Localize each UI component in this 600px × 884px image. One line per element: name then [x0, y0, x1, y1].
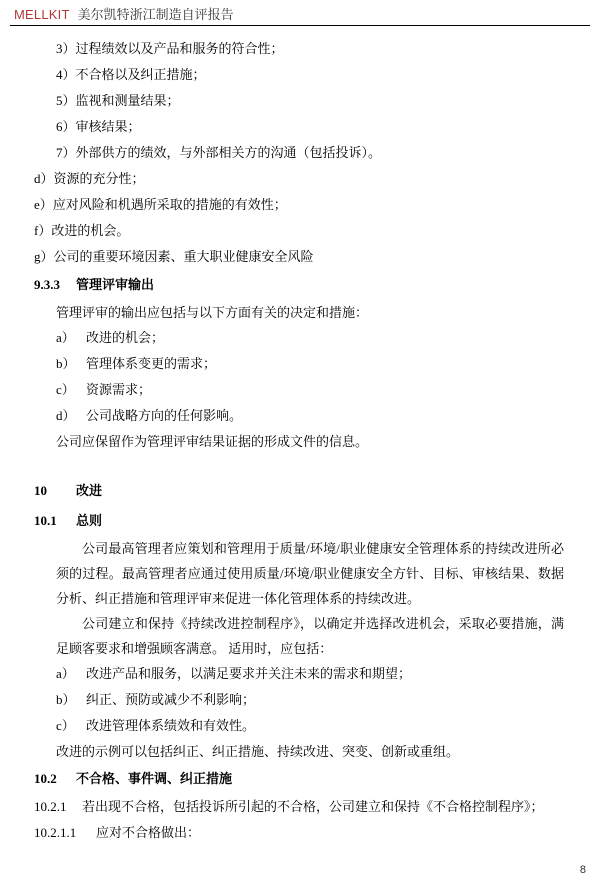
list-item: d）资源的充分性；	[34, 171, 145, 186]
list-item-label: 10.2.1	[34, 799, 67, 814]
list-item: e）应对风险和机遇所采取的措施的有效性；	[34, 197, 287, 212]
list-item	[34, 351, 566, 377]
section-heading-9-3-3	[34, 270, 566, 300]
list-item: g）公司的重要环境因素、重大职业健康安全风险	[34, 249, 314, 264]
section-number: 9.3.3	[34, 277, 60, 292]
page-header	[0, 0, 600, 26]
section-heading-10-1	[34, 506, 566, 536]
list-item	[34, 794, 566, 820]
section-closing: 改进的示例可以包括纠正、纠正措施、持续改进、突变、创新或重组。	[56, 744, 460, 759]
list-item	[34, 713, 566, 739]
list-item	[34, 325, 566, 351]
brand-logo: MELLKIT	[14, 7, 70, 22]
list-item	[34, 403, 566, 429]
list-item	[34, 820, 566, 846]
section-title: 不合格、事件调、纠正措施	[76, 771, 233, 786]
list-item-text: 应对不合格做出：	[96, 825, 201, 840]
list-item: 4）不合格以及纠正措施；	[56, 67, 206, 82]
list-item-text: 管理体系变更的需求；	[86, 356, 217, 371]
section-heading-10-2	[34, 764, 566, 794]
list-item-label: d）	[56, 408, 76, 423]
section-intro: 管理评审的输出应包括与以下方面有关的决定和措施：	[56, 305, 369, 320]
list-item: 6）审核结果；	[56, 119, 141, 134]
list-item	[34, 687, 566, 713]
list-item-text: 改进管理体系绩效和有效性。	[86, 718, 256, 733]
section-closing: 公司应保留作为管理评审结果证据的形成文件的信息。	[56, 434, 369, 449]
section-heading-10	[34, 476, 566, 506]
list-item-text: 改进产品和服务，以满足要求并关注未来的需求和期望；	[86, 666, 412, 681]
list-item-label: a）	[56, 666, 75, 681]
list-item-label: a）	[56, 330, 75, 345]
list-item-label: c）	[56, 718, 75, 733]
list-item-label: 10.2.1.1	[34, 825, 77, 840]
list-item	[34, 377, 566, 403]
section-title: 总则	[76, 513, 103, 528]
section-number: 10.2	[34, 771, 57, 786]
list-item-text: 改进的机会；	[86, 330, 165, 345]
section-title: 改进	[76, 483, 103, 498]
section-title: 管理评审输出	[76, 277, 155, 292]
list-item-text: 资源需求；	[86, 382, 152, 397]
header-divider	[10, 25, 590, 26]
list-item-text: 公司战略方向的任何影响。	[86, 408, 243, 423]
list-item-text: 若出现不合格，包括投诉所引起的不合格，公司建立和保持《不合格控制程序》；	[82, 799, 544, 814]
list-item-label: b）	[56, 356, 76, 371]
section-number: 10.1	[34, 513, 57, 528]
list-item: 5）监视和测量结果；	[56, 93, 180, 108]
header-title: 美尔凯特浙江制造自评报告	[77, 7, 234, 22]
list-item-label: b）	[56, 692, 76, 707]
list-item-text: 纠正、预防或减少不利影响；	[86, 692, 256, 707]
list-item	[34, 661, 566, 687]
list-item: 7）外部供方的绩效，与外部相关方的沟通（包括投诉）。	[56, 145, 382, 160]
list-item: 3）过程绩效以及产品和服务的符合性；	[56, 41, 284, 56]
list-item: f）改进的机会。	[34, 223, 130, 238]
section-spacer	[34, 454, 566, 476]
paragraph: 公司最高管理者应策划和管理用于质量/环境/职业健康安全管理体系的持续改进所必须的过程。最高管理者应通过使用质量/环境/职业健康安全方针、目标、审核结果、数据分析、纠正措施和管理评审来促进一体化管理体系的持续改进。	[56, 541, 564, 606]
page-content	[0, 26, 600, 846]
paragraph: 公司建立和保持《持续改进控制程序》，以确定并选择改进机会，采取必要措施，满足顾客要求和增强顾客满意。 适用时，应包括：	[56, 616, 564, 656]
list-item-label: c）	[56, 382, 75, 397]
section-number: 10	[34, 483, 47, 498]
page-number: 8	[579, 864, 586, 876]
